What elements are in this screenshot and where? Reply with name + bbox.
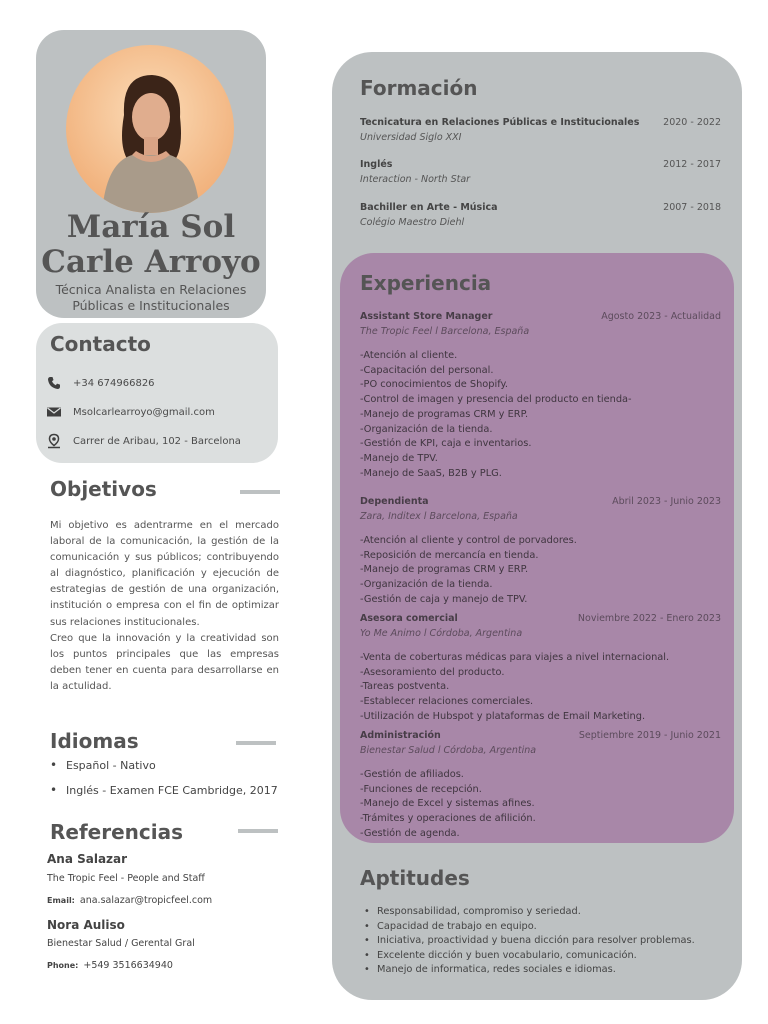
phone-icon (46, 375, 62, 391)
experience-company: The Tropic Feel l Barcelona, España (360, 326, 530, 337)
references-title: Referencias (50, 820, 184, 844)
name-line-1: María Sol (66, 209, 236, 245)
experience-role: Administración (360, 730, 441, 741)
education-name: Tecnicatura en Relaciones Públicas e Institucionales (360, 117, 640, 128)
experience-duties (360, 534, 721, 608)
list-item: • Capacidad de trabajo en equipo. (360, 920, 730, 935)
education-item (360, 201, 721, 231)
education-years: 2007 - 2018 (663, 202, 721, 213)
reference-name: Nora Auliso (47, 918, 125, 932)
education-years: 2020 - 2022 (663, 117, 721, 128)
experience-item (360, 612, 721, 725)
education-name: Inglés (360, 159, 393, 170)
experience-duties (360, 768, 721, 842)
person-name (36, 210, 266, 280)
experience-item (360, 495, 721, 608)
contact-title: Contacto (50, 332, 151, 356)
right-column-card (332, 52, 742, 1000)
languages-title: Idiomas (50, 729, 139, 753)
list-item: -Utilización de Hubspot y plataformas de Email Marketing. (360, 710, 646, 722)
list-item: -Tareas postventa. (360, 681, 450, 693)
reference-contact-label: Email: (47, 896, 75, 905)
list-item: • Iniciativa, proactividad y buena dicción para resolver problemas. (360, 934, 730, 949)
experience-dates: Septiembre 2019 - Junio 2021 (578, 730, 721, 741)
contact-address (46, 433, 241, 449)
list-item: -Organización de la tienda. (360, 579, 493, 591)
objectives-title-bar (240, 490, 280, 494)
list-item: -Asesoramiento del producto. (360, 666, 505, 678)
reference-company: Bienestar Salud / Gerental Gral (47, 938, 195, 949)
reference-contact (47, 895, 212, 906)
experience-dates: Abril 2023 - Junio 2023 (612, 496, 721, 507)
list-item: -Trámites y operaciones de afilición. (360, 813, 536, 825)
experience-duties (360, 651, 721, 725)
experience-title: Experiencia (360, 271, 492, 295)
reference-phone[interactable]: +549 3516634940 (83, 960, 173, 971)
list-item: -Venta de coberturas médicas para viajes a nivel internacional. (360, 652, 670, 663)
references-title-bar (238, 829, 278, 833)
experience-company: Zara, Inditex l Barcelona, España (360, 511, 518, 522)
email-text[interactable]: Msolcarlearroyo@gmail.com (73, 406, 215, 418)
job-title-line-1: Técnica Analista en Relaciones (55, 282, 247, 297)
experience-duties (360, 349, 721, 481)
reference-company: The Tropic Feel - People and Staff (47, 873, 205, 884)
education-item (360, 116, 721, 146)
list-item: -Gestión de agenda. (360, 827, 460, 839)
list-item: -Control de imagen y presencia del producto en tienda- (360, 394, 632, 406)
experience-card (340, 253, 734, 843)
list-item: • Excelente dicción y buen vocabulario, comunicación. (360, 949, 730, 964)
languages-title-bar (236, 741, 276, 745)
experience-role: Asesora comercial (360, 613, 458, 624)
list-item: -Manejo de programas CRM y ERP. (360, 564, 529, 576)
list-item: -Manejo de Excel y sistemas afines. (360, 798, 535, 810)
experience-dates: Agosto 2023 - Actualidad (601, 311, 721, 322)
list-item: -Gestión de afiliados. (360, 769, 464, 780)
contact-email (46, 404, 215, 420)
experience-item (360, 310, 721, 481)
experience-role: Dependienta (360, 496, 429, 507)
address-text: Carrer de Aribau, 102 - Barcelona (73, 435, 241, 447)
objectives-title: Objetivos (50, 477, 157, 501)
reference-contact-label: Phone: (47, 961, 79, 970)
contact-card (36, 323, 278, 463)
list-item: • Español - Nativo (50, 758, 300, 773)
list-item: -Gestión de caja y manejo de TPV. (360, 593, 528, 605)
objectives-paragraph-2: Creo que la innovación y la creatividad son los puntos principales que las empresas deben tener en cuenta para desarrollarse en la actulidad. (50, 632, 279, 692)
objectives-text (50, 518, 279, 695)
education-item (360, 158, 721, 188)
education-school: Colégio Maestro Diehl (360, 217, 465, 228)
education-name: Bachiller en Arte - Música (360, 202, 498, 213)
profile-photo (66, 45, 234, 213)
list-item: • Inglés - Examen FCE Cambridge, 2017 (50, 783, 300, 798)
list-item: -Funciones de recepción. (360, 783, 482, 795)
list-item: • Manejo de informatica, redes sociales e idiomas. (360, 963, 730, 978)
list-item: -Gestión de KPI, caja e inventarios. (360, 438, 532, 450)
experience-company: Bienestar Salud l Córdoba, Argentina (360, 745, 537, 756)
list-item: -Reposición de mercancía en tienda. (360, 549, 539, 561)
list-item: -Manejo de programas CRM y ERP. (360, 408, 529, 420)
list-item: -Capacitación del personal. (360, 364, 494, 376)
list-item: -Manejo de TPV. (360, 452, 438, 464)
list-item: -Atención al cliente y control de porvadores. (360, 535, 577, 546)
education-school: Universidad Siglo XXI (360, 132, 462, 143)
education-years: 2012 - 2017 (663, 159, 721, 170)
list-item: -Atención al cliente. (360, 350, 458, 361)
profile-card (36, 30, 266, 318)
education-title: Formación (360, 76, 478, 100)
education-school: Interaction - North Star (360, 174, 471, 185)
name-line-2: Carle Arroyo (41, 244, 261, 280)
contact-phone (46, 375, 155, 391)
experience-role: Assistant Store Manager (360, 311, 493, 322)
experience-item (360, 729, 721, 842)
reference-name: Ana Salazar (47, 852, 128, 866)
list-item: -PO conocimientos de Shopify. (360, 379, 509, 391)
mail-icon (46, 404, 62, 420)
list-item: -Manejo de SaaS, B2B y PLG. (360, 467, 502, 479)
experience-company: Yo Me Animo l Córdoba, Argentina (360, 628, 523, 639)
location-icon (46, 433, 62, 449)
profile-portrait-image (66, 45, 234, 213)
reference-contact (47, 960, 173, 971)
list-item: -Establecer relaciones comerciales. (360, 696, 534, 708)
reference-email[interactable]: ana.salazar@tropicfeel.com (79, 895, 213, 906)
phone-text[interactable]: +34 674966826 (73, 377, 155, 389)
job-title (36, 282, 266, 314)
aptitudes-list (360, 905, 730, 978)
languages-list (50, 758, 300, 808)
job-title-line-2: Públicas e Institucionales (72, 298, 230, 313)
aptitudes-title: Aptitudes (360, 866, 470, 890)
list-item: • Responsabilidad, compromiso y seriedad. (360, 905, 730, 920)
experience-dates: Noviembre 2022 - Enero 2023 (577, 613, 721, 624)
list-item: -Organización de la tienda. (360, 423, 493, 435)
objectives-paragraph-1: Mi objetivo es adentrarme en el mercado laboral de la comunicación, la gestión de la comunicación y sus públicos; contribuyendo al diagnóstico, planificación y ejecución de estrategias de gestión de una organización, institución o empresa con el fin de optimizar sus relaciones institucionales. (50, 520, 279, 628)
